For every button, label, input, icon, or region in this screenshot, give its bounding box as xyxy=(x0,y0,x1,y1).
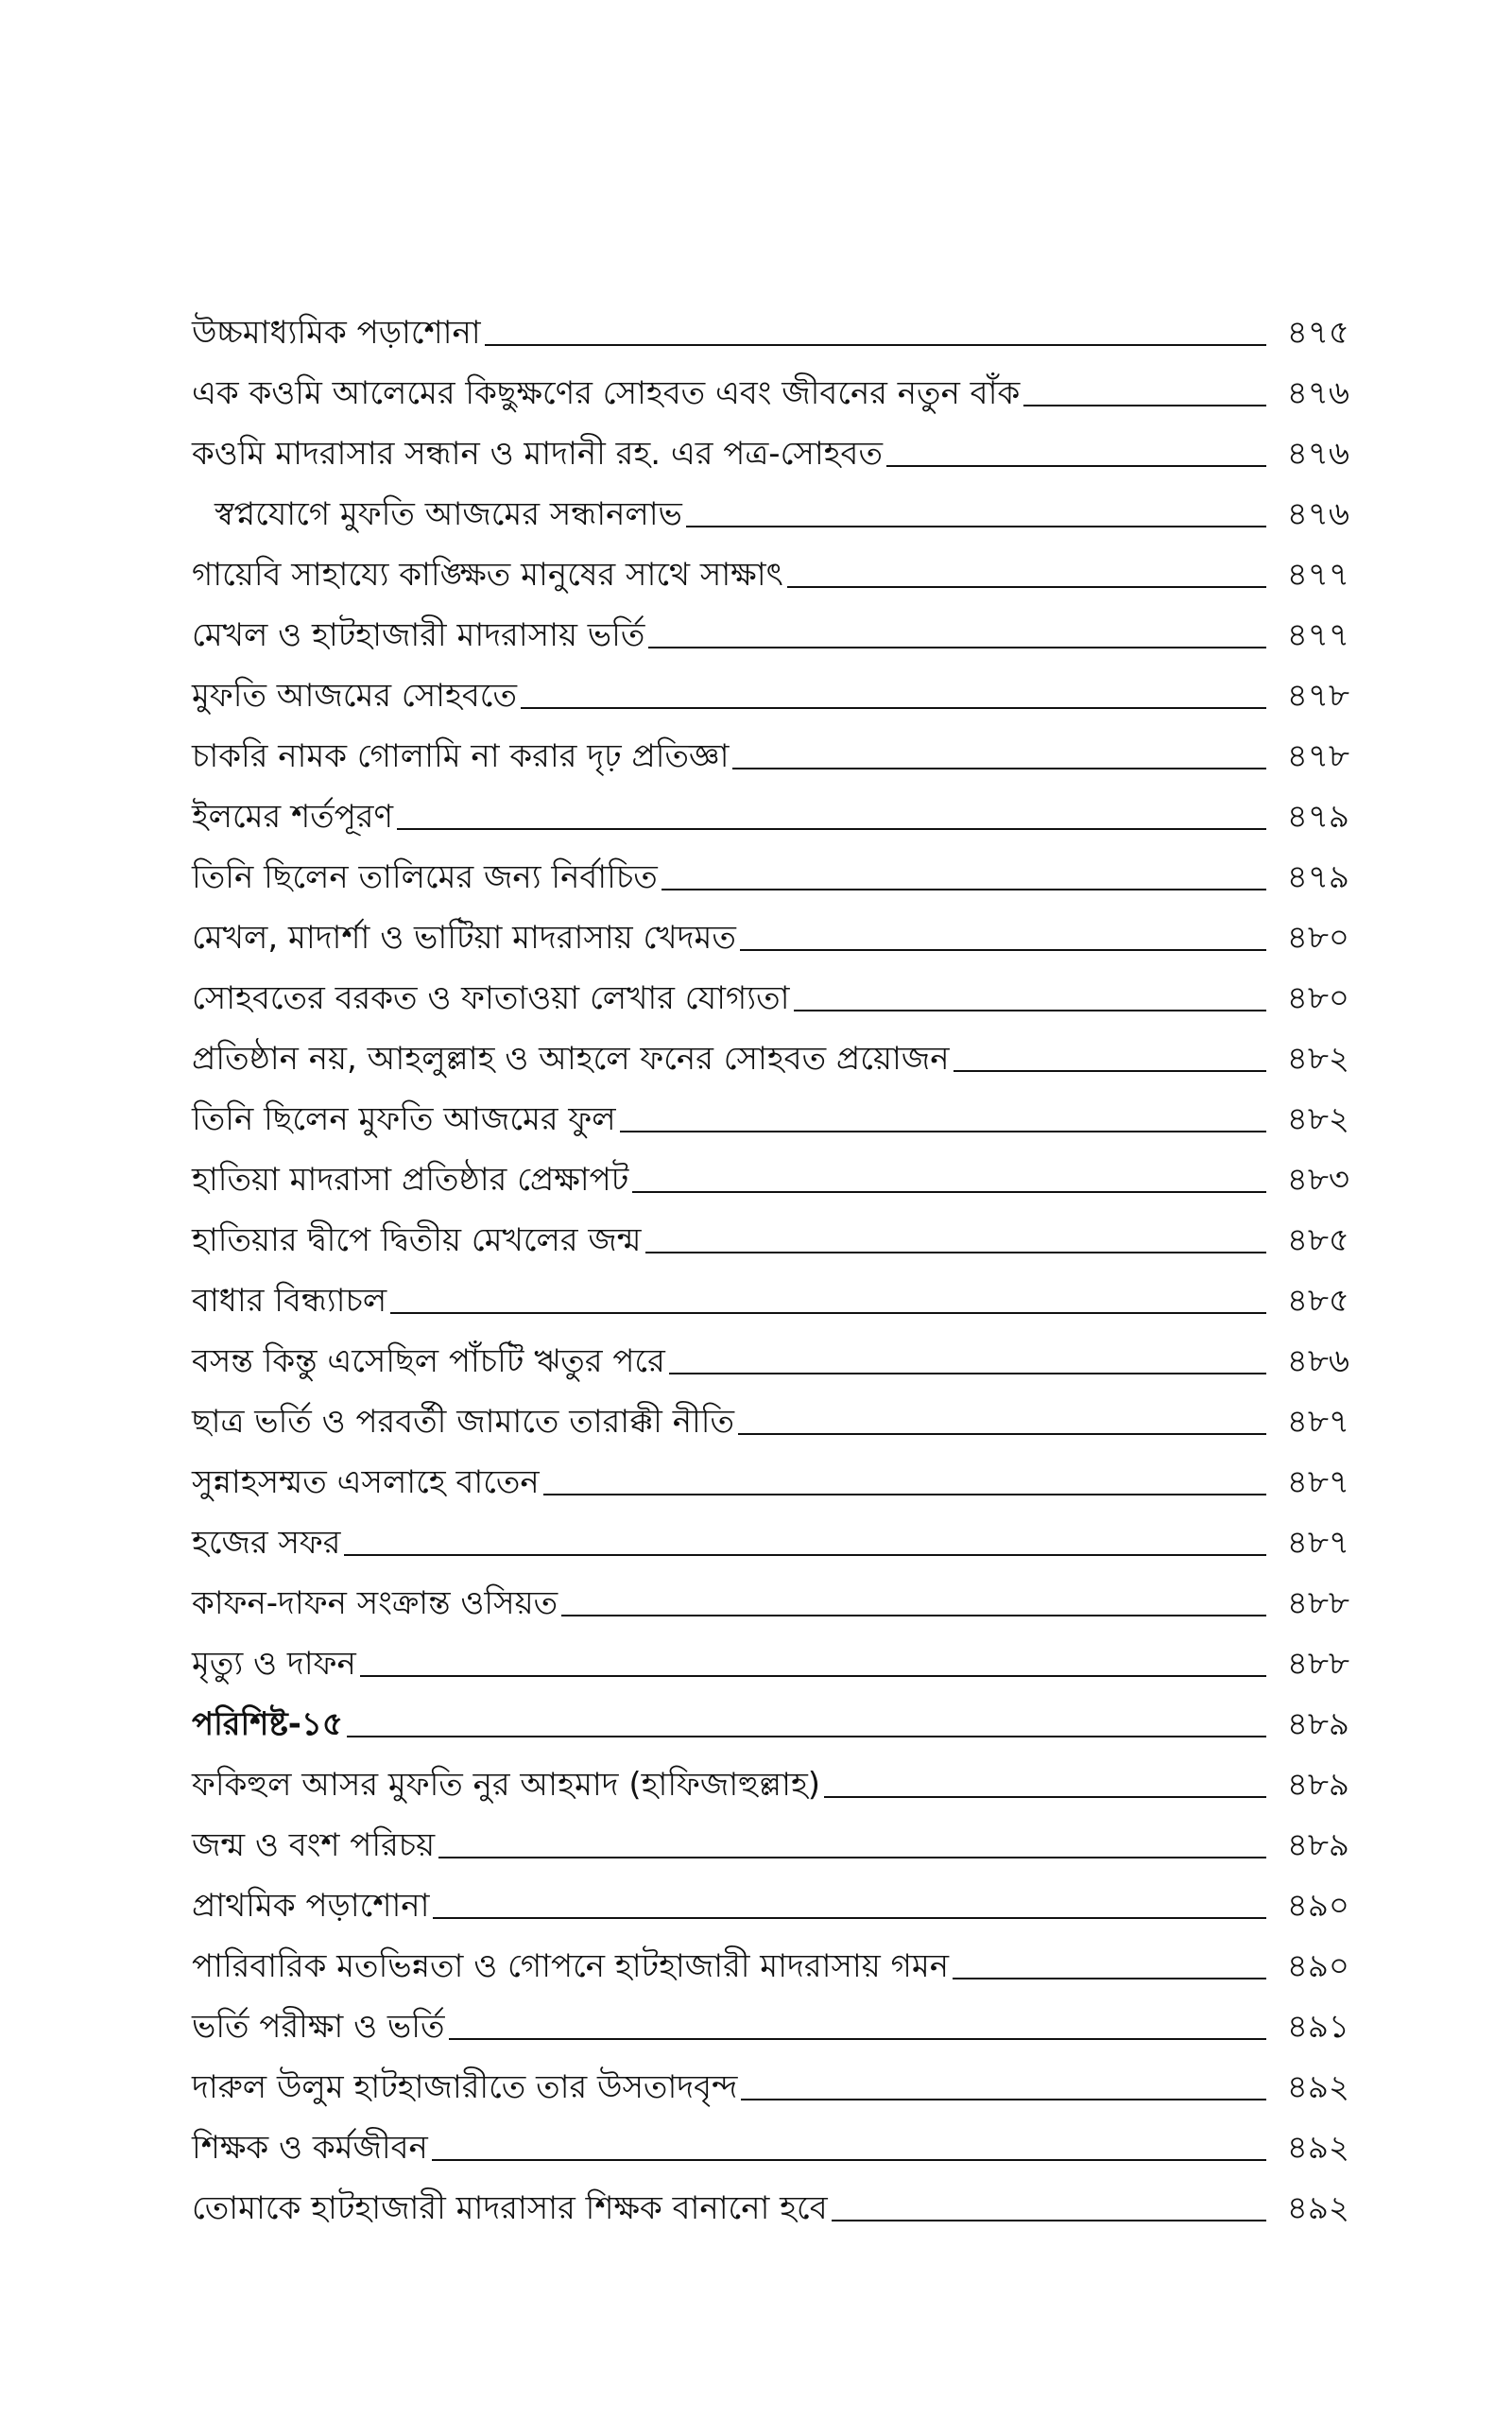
toc-entry-page: ৪৮৯ xyxy=(1286,1765,1349,1804)
toc-leader-line xyxy=(740,949,1266,951)
toc-entry-page: ৪৮২ xyxy=(1286,1039,1349,1078)
toc-leader-line xyxy=(648,647,1266,648)
toc-entry-title: তোমাকে হাটহাজারী মাদরাসার শিক্ষক বানানো হবে xyxy=(192,2188,828,2227)
toc-leader-line xyxy=(741,2099,1266,2100)
toc-entry-title: ইলমের শর্তপূরণ xyxy=(192,797,394,836)
toc-entry-title: পারিবারিক মতভিন্নতা ও গোপনে হাটহাজারী মাদরাসায় গমন xyxy=(192,1946,950,1985)
toc-entry-title: এক কওমি আলেমের কিছুক্ষণের সোহবত এবং জীবনের নতুন বাঁক xyxy=(192,373,1021,412)
toc-entry-page: ৪৮৯ xyxy=(1286,1704,1349,1743)
toc-entry-page: ৪৭৬ xyxy=(1286,434,1349,473)
toc-entry-title: উচ্চমাধ্যমিক পড়াশোনা xyxy=(192,313,481,352)
toc-entry[interactable] xyxy=(192,2116,1349,2176)
toc-entry-title: সোহবতের বরকত ও ফাতাওয়া লেখার যোগ্যতা xyxy=(192,978,790,1017)
toc-entry-page: ৪৮৫ xyxy=(1286,1220,1349,1259)
toc-entry-page: ৪৮৭ xyxy=(1286,1462,1349,1501)
toc-entry[interactable] xyxy=(192,2176,1349,2237)
toc-entry-page: ৪৭৯ xyxy=(1286,857,1349,896)
toc-leader-line xyxy=(886,465,1266,467)
toc-leader-line xyxy=(344,1554,1266,1556)
toc-entry-title: শিক্ষক ও কর্মজীবন xyxy=(192,2128,428,2167)
toc-leader-line xyxy=(787,586,1266,588)
toc-entry-title: মুফতি আজমের সোহবতে xyxy=(192,676,517,715)
toc-entry-title: মেখল, মাদার্শা ও ভাটিয়া মাদরাসায় খেদমত xyxy=(192,918,736,957)
toc-entry[interactable] xyxy=(192,422,1349,482)
toc-entry-title: স্বপ্নযোগে মুফতি আজমের সন্ধানলাভ xyxy=(215,494,682,533)
toc-entry[interactable] xyxy=(192,603,1349,664)
toc-leader-line xyxy=(485,344,1266,346)
toc-leader-line xyxy=(432,2159,1266,2161)
toc-entry-title: সুন্নাহসম্মত এসলাহে বাতেন xyxy=(192,1462,540,1501)
toc-leader-line xyxy=(824,1796,1266,1798)
toc-leader-line xyxy=(953,1978,1266,1979)
toc-entry-page: ৪৭৮ xyxy=(1286,736,1349,775)
toc-entry[interactable] xyxy=(192,1571,1349,1632)
toc-entry-page: ৪৭৯ xyxy=(1286,797,1349,836)
toc-entry-page: ৪৮৫ xyxy=(1286,1281,1349,1320)
toc-leader-line xyxy=(738,1433,1266,1435)
toc-entry-page: ৪৮৯ xyxy=(1286,1825,1349,1864)
toc-entry[interactable] xyxy=(192,1148,1349,1208)
toc-entry-page: ৪৮৭ xyxy=(1286,1523,1349,1562)
toc-entry-page: ৪৭৭ xyxy=(1286,615,1349,654)
toc-leader-line xyxy=(521,707,1266,709)
toc-entry-page: ৪৯২ xyxy=(1286,2188,1349,2227)
toc-leader-line xyxy=(620,1131,1266,1132)
toc-entry[interactable] xyxy=(192,1511,1349,1571)
toc-entry[interactable] xyxy=(192,2055,1349,2116)
toc-entry-page: ৪৭৬ xyxy=(1286,373,1349,412)
toc-leader-line xyxy=(686,526,1266,527)
toc-entry[interactable] xyxy=(192,906,1349,966)
toc-entry-page: ৪৮৬ xyxy=(1286,1341,1349,1380)
toc-leader-line xyxy=(662,889,1266,890)
toc-leader-line xyxy=(794,1010,1266,1011)
toc-entry-page: ৪৮৩ xyxy=(1286,1160,1349,1199)
toc-entry[interactable] xyxy=(192,1087,1349,1148)
toc-leader-line xyxy=(449,2038,1266,2040)
toc-entry-title: বাধার বিন্ধ্যাচল xyxy=(192,1281,387,1320)
toc-entry[interactable] xyxy=(192,1813,1349,1874)
toc-entry[interactable] xyxy=(192,1632,1349,1692)
toc-entry-title: হজের সফর xyxy=(192,1523,341,1562)
toc-entry[interactable] xyxy=(192,1027,1349,1087)
toc-entry-title: চাকরি নামক গোলামি না করার দৃঢ় প্রতিজ্ঞা xyxy=(192,736,730,775)
toc-entry[interactable] xyxy=(192,1269,1349,1329)
toc-entry-page: ৪৯০ xyxy=(1286,1886,1349,1925)
toc-entry-page: ৪৭৮ xyxy=(1286,676,1349,715)
toc-entry-title: দারুল উলুম হাটহাজারীতে তার উসতাদবৃন্দ xyxy=(192,2067,738,2106)
toc-entry-page: ৪৮৮ xyxy=(1286,1644,1349,1683)
toc-entry-title: প্রতিষ্ঠান নয়, আহলুল্লাহ ও আহলে ফনের সোহবত প্রয়োজন xyxy=(192,1039,950,1078)
toc-entry-title: হাতিয়ার দ্বীপে দ্বিতীয় মেখলের জন্ম xyxy=(192,1220,642,1259)
toc-leader-line xyxy=(390,1312,1266,1314)
toc-entry-page: ৪৭৬ xyxy=(1286,494,1349,533)
toc-entry[interactable] xyxy=(192,1450,1349,1511)
toc-leader-line xyxy=(954,1070,1266,1072)
toc-entry-title: তিনি ছিলেন তালিমের জন্য নির্বাচিত xyxy=(192,857,658,896)
toc-entry[interactable] xyxy=(192,1934,1349,1995)
toc-entry[interactable] xyxy=(192,1753,1349,1813)
toc-entry-page: ৪৭৫ xyxy=(1286,313,1349,352)
toc-leader-line xyxy=(832,2220,1266,2221)
toc-entry-page: ৪৯২ xyxy=(1286,2067,1349,2106)
toc-entry-title: প্রাথমিক পড়াশোনা xyxy=(192,1886,430,1925)
toc-leader-line xyxy=(632,1191,1266,1193)
toc-entry-title: ছাত্র ভর্তি ও পরবর্তী জামাতে তারাক্কী নীতি xyxy=(192,1402,734,1441)
toc-entry[interactable] xyxy=(192,1995,1349,2055)
table-of-contents xyxy=(192,301,1349,2237)
toc-leader-line xyxy=(433,1917,1266,1919)
toc-entry-title: বসন্ত কিন্তু এসেছিল পাঁচটি ঋতুর পরে xyxy=(192,1341,665,1380)
toc-entry-title: গায়েবি সাহায্যে কাঙ্ক্ষিত মানুষের সাথে সাক্ষাৎ xyxy=(192,555,783,594)
toc-entry-page: ৪৯২ xyxy=(1286,2128,1349,2167)
toc-entry[interactable] xyxy=(192,966,1349,1027)
toc-entry[interactable] xyxy=(192,1874,1349,1934)
toc-entry[interactable] xyxy=(192,785,1349,845)
toc-entry-page: ৪৮২ xyxy=(1286,1099,1349,1138)
toc-entry-title: কওমি মাদরাসার সন্ধান ও মাদানী রহ. এর পত্র-সোহবত xyxy=(192,434,883,473)
toc-entry-title: হাতিয়া মাদরাসা প্রতিষ্ঠার প্রেক্ষাপট xyxy=(192,1160,629,1199)
toc-leader-line xyxy=(1023,405,1266,406)
toc-leader-line xyxy=(561,1615,1266,1616)
toc-entry[interactable] xyxy=(192,482,1349,543)
toc-entry-title: ফকিহুল আসর মুফতি নুর আহমাদ (হাফিজাহুল্লাহ) xyxy=(192,1765,821,1804)
toc-entry[interactable] xyxy=(192,664,1349,724)
toc-entry-page: ৪৮৮ xyxy=(1286,1583,1349,1622)
toc-leader-line xyxy=(347,1736,1266,1737)
toc-entry-page: ৪৮০ xyxy=(1286,978,1349,1017)
toc-entry-page: ৪৯০ xyxy=(1286,1946,1349,1985)
toc-leader-line xyxy=(732,768,1266,769)
toc-entry-title: ভর্তি পরীক্ষা ও ভর্তি xyxy=(192,2007,445,2046)
toc-entry[interactable] xyxy=(192,1329,1349,1390)
toc-entry-page: ৪৯১ xyxy=(1286,2007,1349,2046)
toc-entry[interactable] xyxy=(192,845,1349,906)
toc-entry-page: ৪৮৭ xyxy=(1286,1402,1349,1441)
toc-entry[interactable] xyxy=(192,1390,1349,1450)
toc-entry[interactable] xyxy=(192,1208,1349,1269)
toc-entry-page: ৪৮০ xyxy=(1286,918,1349,957)
toc-entry-page: ৪৭৭ xyxy=(1286,555,1349,594)
toc-leader-line xyxy=(397,828,1266,830)
toc-entry[interactable] xyxy=(192,543,1349,603)
toc-leader-line xyxy=(645,1252,1266,1253)
toc-leader-line xyxy=(543,1494,1266,1495)
toc-entry-title: জন্ম ও বংশ পরিচয় xyxy=(192,1825,436,1864)
toc-entry-title: তিনি ছিলেন মুফতি আজমের ফুল xyxy=(192,1099,616,1138)
toc-entry[interactable] xyxy=(192,361,1349,422)
toc-leader-line xyxy=(360,1675,1266,1677)
toc-entry[interactable] xyxy=(192,724,1349,785)
toc-leader-line xyxy=(669,1373,1266,1374)
toc-leader-line xyxy=(438,1857,1266,1858)
toc-entry-title: মৃত্যু ও দাফন xyxy=(192,1644,356,1683)
toc-section-heading[interactable] xyxy=(192,1692,1349,1753)
toc-section-title: পরিশিষ্ট-১৫ xyxy=(192,1704,343,1743)
toc-entry[interactable] xyxy=(192,301,1349,361)
toc-entry-title: কাফন-দাফন সংক্রান্ত ওসিয়ত xyxy=(192,1583,558,1622)
toc-entry-title: মেখল ও হাটহাজারী মাদরাসায় ভর্তি xyxy=(192,615,645,654)
